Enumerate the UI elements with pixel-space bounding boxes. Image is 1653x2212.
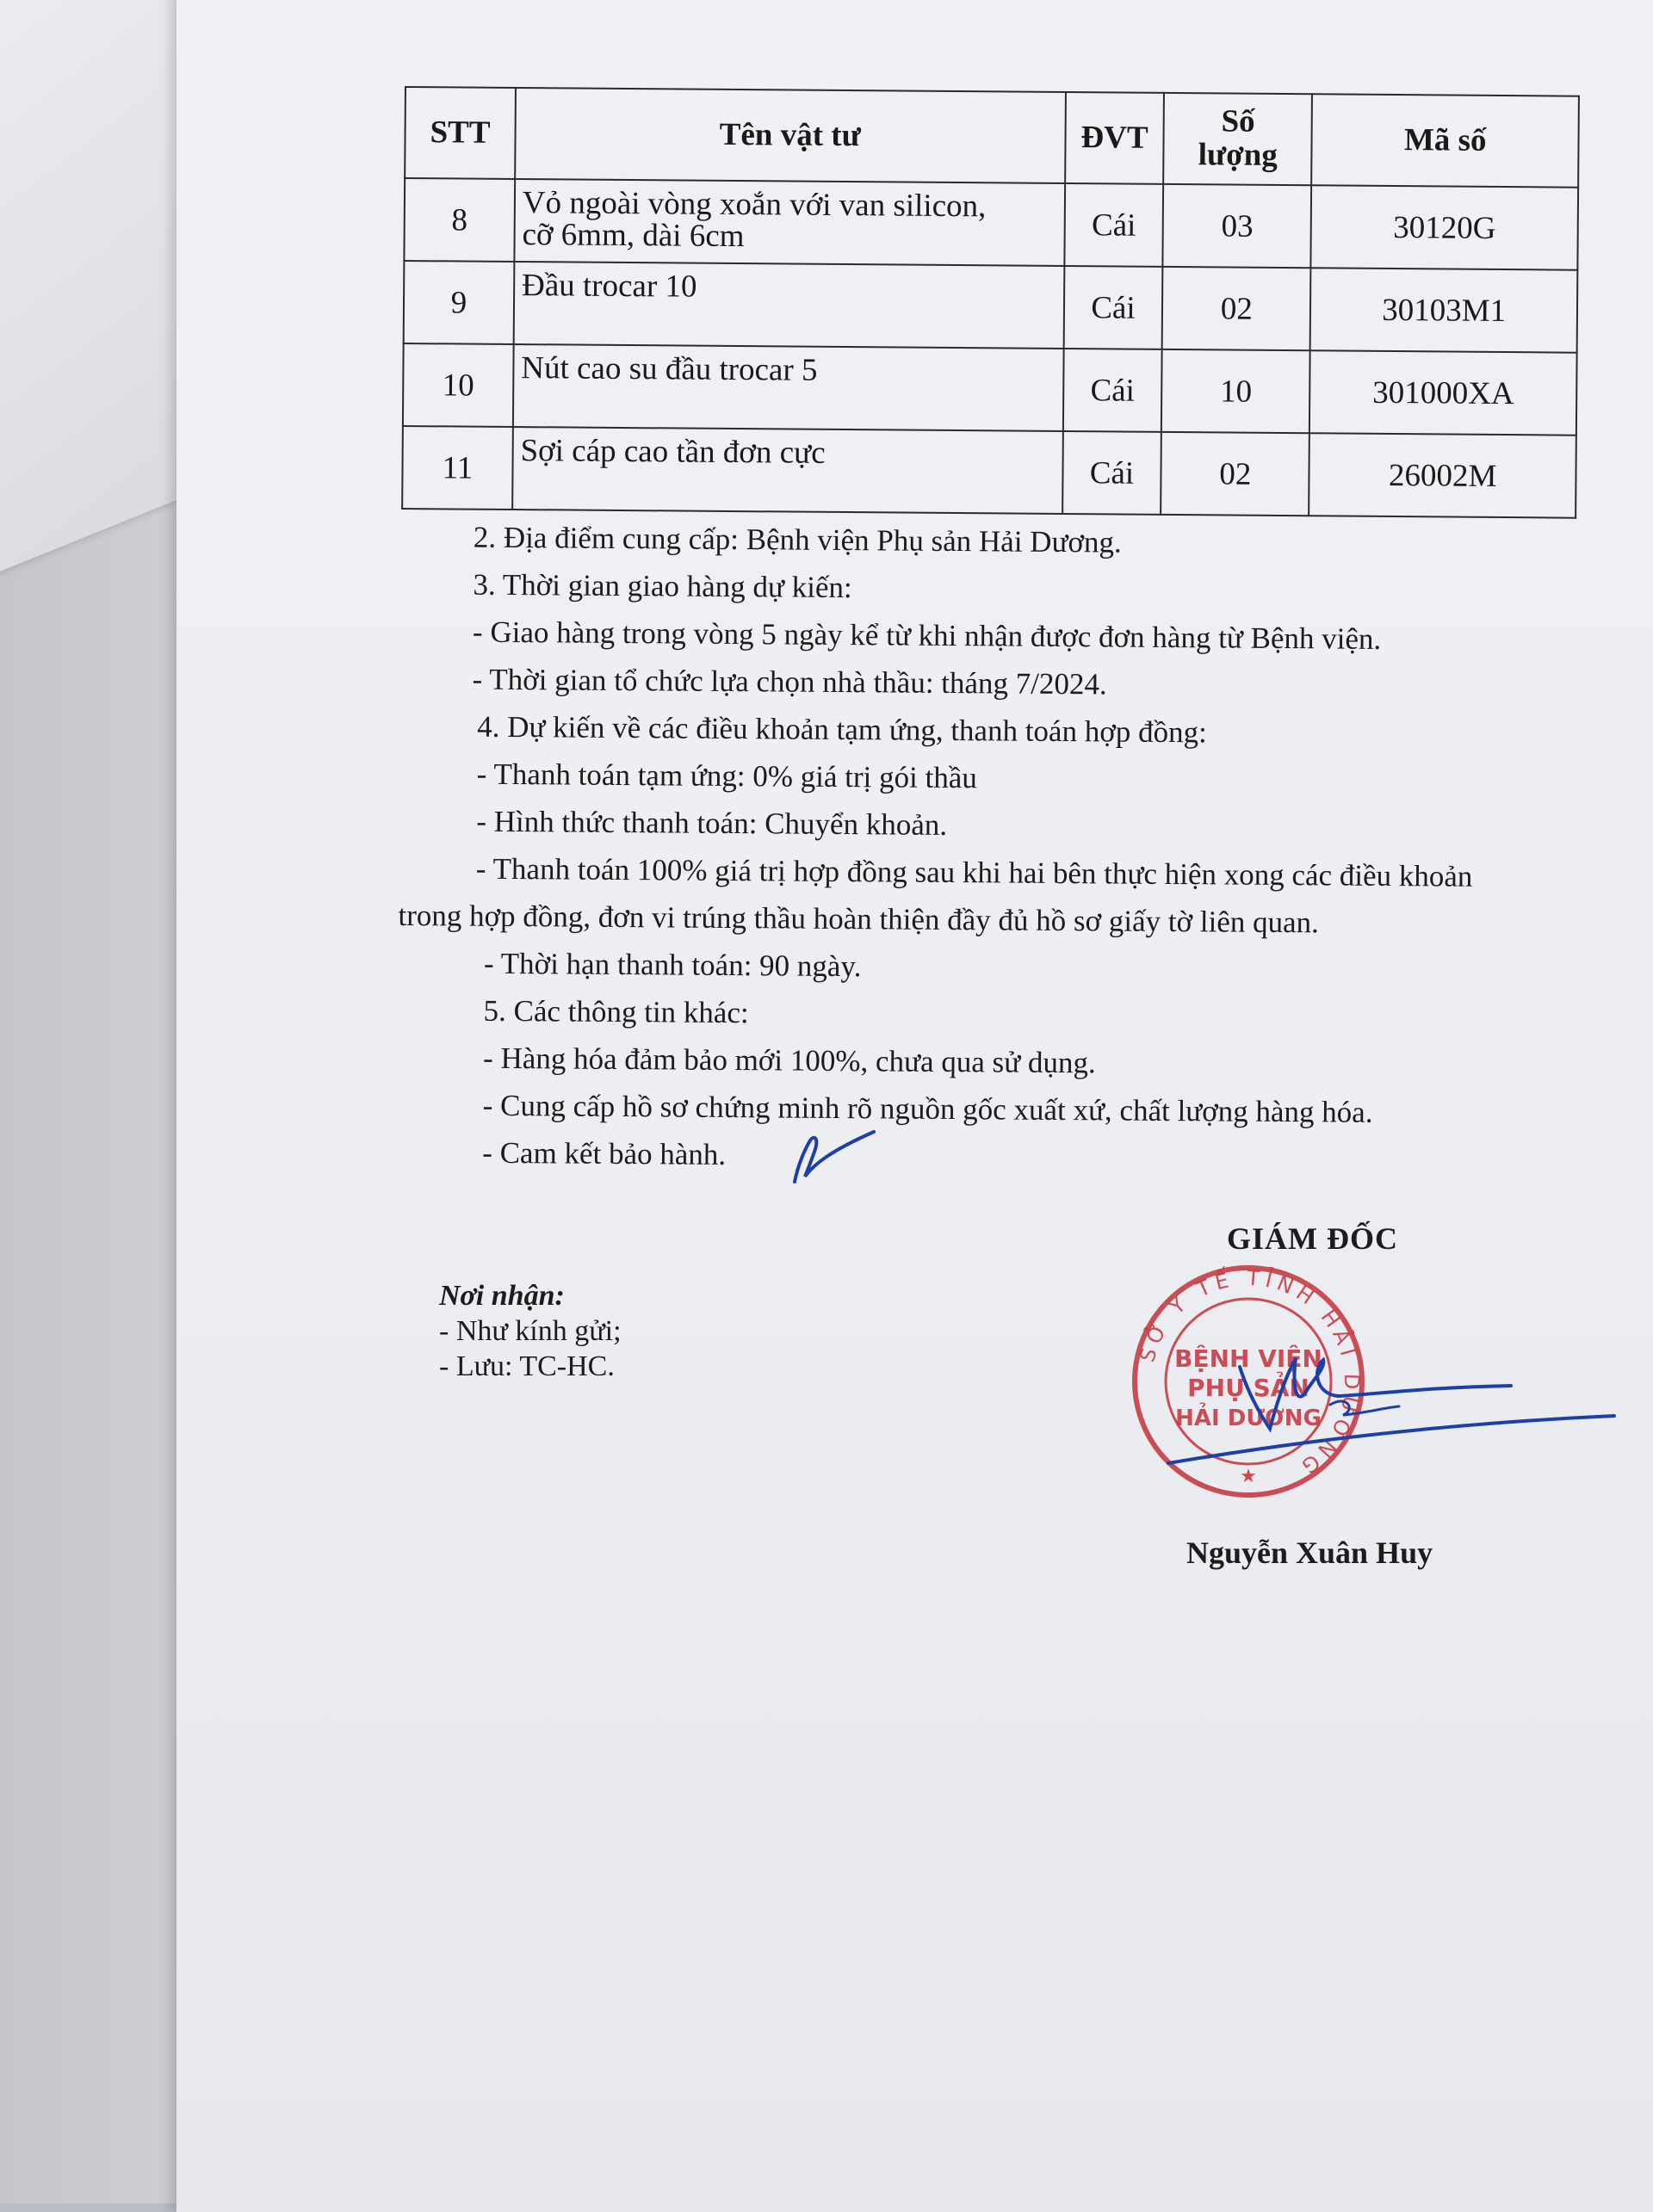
payment-terms-heading: 4. Dự kiến về các điều khoản tạm ứng, thanh toán hợp đồng: — [477, 709, 1207, 750]
cell-unit: Cái — [1062, 431, 1162, 515]
cell-stt: 11 — [402, 426, 513, 510]
delivery-location: 2. Địa điểm cung cấp: Bệnh viện Phụ sản Hải Dương. — [473, 520, 1122, 559]
supplies-table — [401, 86, 1580, 519]
header-qty-line1: Số — [1221, 103, 1255, 139]
tender-time-item: - Thời gian tổ chức lựa chọn nhà thầu: tháng 7/2024. — [472, 662, 1107, 701]
document-page — [176, 0, 1653, 2212]
cell-name-line1: Vỏ ngoài vòng xoắn với van silicon, — [522, 185, 987, 225]
cell-name: Sợi cáp cao tần đơn cực — [512, 427, 1062, 514]
cell-name — [514, 179, 1064, 266]
header-stt: STT — [405, 87, 516, 179]
recipient-item: - Như kính gửi; — [439, 1315, 622, 1347]
payment-method-item: - Hình thức thanh toán: Chuyển khoản. — [476, 804, 948, 842]
table-row — [402, 426, 1576, 518]
delivery-time-item: - Giao hàng trong vòng 5 ngày kể từ khi nhận được đơn hàng từ Bệnh viện. — [472, 615, 1382, 656]
origin-docs-item: - Cung cấp hồ sơ chứng minh rõ nguồn gốc xuất xứ, chất lượng hàng hóa. — [482, 1088, 1373, 1129]
table-row — [403, 343, 1577, 436]
cell-name: Nút cao su đầu trocar 5 — [513, 344, 1063, 431]
warranty-item: - Cam kết bảo hành. — [482, 1135, 727, 1171]
advance-payment-item: - Thanh toán tạm ứng: 0% giá trị gói thầu — [476, 757, 977, 795]
goods-new-item: - Hàng hóa đảm bảo mới 100%, chưa qua sử dụng. — [482, 1041, 1096, 1080]
director-signature — [1167, 1334, 1631, 1489]
cell-qty: 03 — [1163, 184, 1312, 268]
table-row — [404, 178, 1578, 270]
cell-code: 30120G — [1311, 185, 1578, 269]
table-row — [404, 261, 1578, 353]
cell-code: 301000XA — [1309, 350, 1576, 435]
cell-name: Đầu trocar 10 — [514, 262, 1064, 349]
cell-qty: 02 — [1162, 267, 1311, 350]
recipient-item: - Lưu: TC-HC. — [439, 1350, 615, 1382]
full-payment-item-cont: trong hợp đồng, đơn vi trúng thầu hoàn thiện đầy đủ hồ sơ giấy tờ liên quan. — [398, 898, 1320, 940]
director-title: GIÁM ĐỐC — [1227, 1221, 1398, 1256]
header-qty — [1164, 93, 1313, 185]
stamp-line1: BỆNH VIỆN — [1174, 1344, 1322, 1373]
stamp-line3: HẢI DƯƠNG — [1175, 1406, 1322, 1431]
cell-code: 26002M — [1309, 433, 1576, 517]
stamp-line2: PHỤ SẢN — [1187, 1374, 1309, 1402]
cell-unit: Cái — [1063, 266, 1163, 349]
terms-section — [396, 513, 1589, 1185]
header-name: Tên vật tư — [515, 88, 1065, 183]
cell-qty: 10 — [1161, 349, 1310, 433]
header-qty-line2: lượng — [1198, 137, 1278, 173]
delivery-time-heading: 3. Thời gian giao hàng dự kiến: — [473, 567, 852, 605]
recipients-heading: Nơi nhận: — [439, 1280, 565, 1312]
cell-qty: 02 — [1161, 432, 1310, 516]
header-code: Mã số — [1311, 94, 1579, 187]
recipients-block — [439, 1278, 622, 1384]
full-payment-item: - Thanh toán 100% giá trị hợp đồng sau khi hai bên thực hiện xong các điều khoản — [475, 851, 1473, 893]
other-info-heading: 5. Các thông tin khác: — [483, 993, 749, 1030]
cell-name-line2: cỡ 6mm, dài 6cm — [522, 217, 745, 255]
cell-code: 30103M1 — [1310, 268, 1577, 352]
cell-stt: 9 — [404, 261, 515, 344]
payment-deadline-item: - Thời hạn thanh toán: 90 ngày. — [483, 946, 862, 984]
stamp-outer-text: SỞ Y TẾ TỈNH HẢI DƯƠNG — [1135, 1265, 1365, 1482]
handwritten-tick-mark — [779, 1115, 882, 1192]
table-header-row — [405, 87, 1579, 188]
cell-unit: Cái — [1062, 349, 1162, 432]
cell-stt: 8 — [404, 178, 515, 262]
header-unit: ĐVT — [1065, 92, 1165, 184]
cell-stt: 10 — [403, 343, 514, 427]
document-content — [396, 86, 1593, 1185]
cell-unit: Cái — [1064, 183, 1164, 267]
stamp-star: ★ — [1240, 1466, 1257, 1487]
director-name: Nguyễn Xuân Huy — [1186, 1535, 1433, 1570]
